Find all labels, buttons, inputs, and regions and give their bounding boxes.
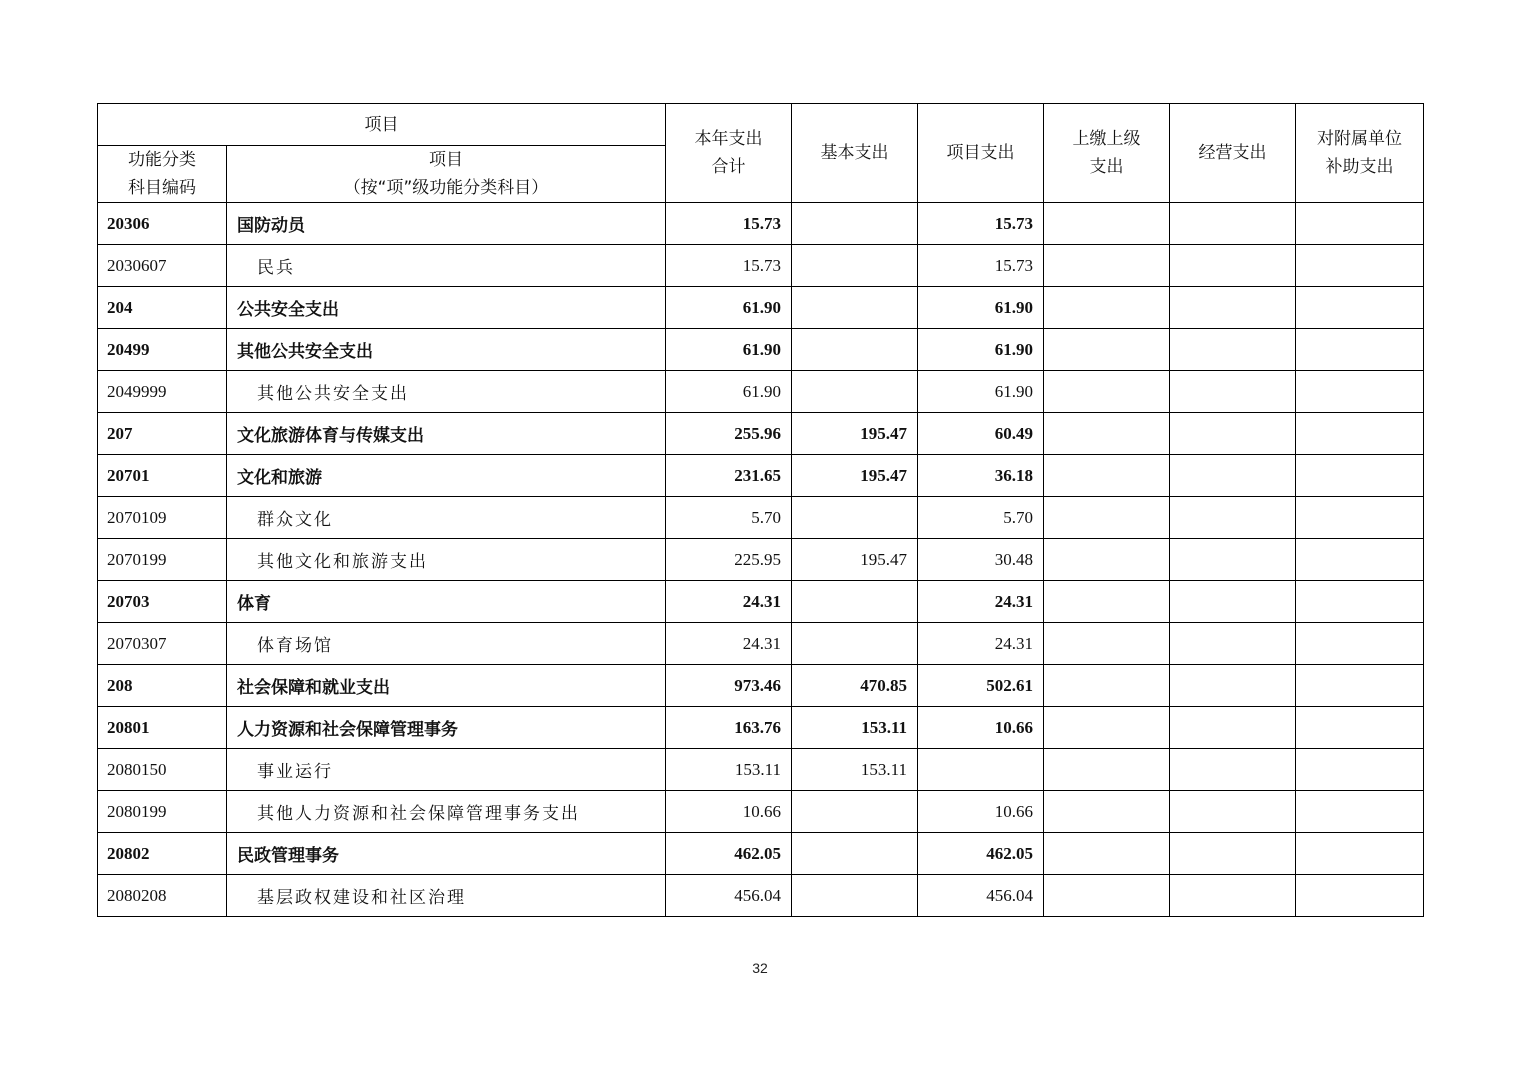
cell-subsidy <box>1296 371 1424 413</box>
cell-operating <box>1170 203 1296 245</box>
cell-code: 20499 <box>98 329 227 371</box>
cell-subsidy <box>1296 665 1424 707</box>
cell-name: 事业运行 <box>227 749 666 791</box>
cell-basic <box>792 245 918 287</box>
cell-project: 15.73 <box>918 203 1044 245</box>
cell-basic: 195.47 <box>792 455 918 497</box>
cell-operating <box>1170 581 1296 623</box>
cell-project: 5.70 <box>918 497 1044 539</box>
cell-basic <box>792 791 918 833</box>
table-row <box>98 245 1424 287</box>
header-operating: 经营支出 <box>1170 104 1296 203</box>
cell-upper <box>1044 539 1170 581</box>
cell-total: 225.95 <box>666 539 792 581</box>
cell-upper <box>1044 329 1170 371</box>
cell-project: 456.04 <box>918 875 1044 917</box>
cell-basic: 195.47 <box>792 539 918 581</box>
cell-subsidy <box>1296 581 1424 623</box>
cell-name: 民兵 <box>227 245 666 287</box>
table-row <box>98 623 1424 665</box>
cell-name: 人力资源和社会保障管理事务 <box>227 707 666 749</box>
cell-basic <box>792 833 918 875</box>
cell-subsidy <box>1296 455 1424 497</box>
cell-upper <box>1044 455 1170 497</box>
cell-project: 10.66 <box>918 707 1044 749</box>
cell-project: 60.49 <box>918 413 1044 455</box>
cell-operating <box>1170 833 1296 875</box>
cell-code: 2080208 <box>98 875 227 917</box>
cell-subsidy <box>1296 749 1424 791</box>
cell-operating <box>1170 665 1296 707</box>
cell-subsidy <box>1296 539 1424 581</box>
cell-operating <box>1170 287 1296 329</box>
table-row <box>98 287 1424 329</box>
table-row <box>98 497 1424 539</box>
header-project: 项目支出 <box>918 104 1044 203</box>
expenditure-table <box>97 103 1424 917</box>
cell-name: 社会保障和就业支出 <box>227 665 666 707</box>
cell-upper <box>1044 875 1170 917</box>
cell-code: 208 <box>98 665 227 707</box>
cell-upper <box>1044 707 1170 749</box>
cell-basic <box>792 287 918 329</box>
cell-code: 207 <box>98 413 227 455</box>
cell-name: 其他公共安全支出 <box>227 371 666 413</box>
cell-upper <box>1044 413 1170 455</box>
cell-upper <box>1044 287 1170 329</box>
cell-basic: 470.85 <box>792 665 918 707</box>
header-total: 本年支出 合计 <box>666 104 792 203</box>
table-row <box>98 791 1424 833</box>
cell-basic <box>792 875 918 917</box>
cell-total: 24.31 <box>666 623 792 665</box>
cell-operating <box>1170 539 1296 581</box>
cell-project: 15.73 <box>918 245 1044 287</box>
cell-project: 24.31 <box>918 623 1044 665</box>
cell-project: 30.48 <box>918 539 1044 581</box>
cell-code: 2070199 <box>98 539 227 581</box>
cell-subsidy <box>1296 623 1424 665</box>
cell-code: 20802 <box>98 833 227 875</box>
cell-upper <box>1044 371 1170 413</box>
cell-project: 61.90 <box>918 287 1044 329</box>
header-name: 项目 （按“项”级功能分类科目） <box>227 146 666 203</box>
cell-name: 公共安全支出 <box>227 287 666 329</box>
cell-subsidy <box>1296 875 1424 917</box>
cell-name: 基层政权建设和社区治理 <box>227 875 666 917</box>
cell-upper <box>1044 497 1170 539</box>
table-row <box>98 833 1424 875</box>
cell-total: 61.90 <box>666 287 792 329</box>
cell-basic <box>792 581 918 623</box>
cell-upper <box>1044 749 1170 791</box>
cell-total: 973.46 <box>666 665 792 707</box>
cell-project: 24.31 <box>918 581 1044 623</box>
cell-subsidy <box>1296 497 1424 539</box>
table-row <box>98 455 1424 497</box>
cell-code: 20703 <box>98 581 227 623</box>
cell-code: 2080150 <box>98 749 227 791</box>
cell-code: 2030607 <box>98 245 227 287</box>
table-row <box>98 203 1424 245</box>
cell-basic: 153.11 <box>792 707 918 749</box>
cell-total: 10.66 <box>666 791 792 833</box>
cell-basic: 153.11 <box>792 749 918 791</box>
table-row <box>98 371 1424 413</box>
cell-operating <box>1170 623 1296 665</box>
header-code: 功能分类 科目编码 <box>98 146 227 203</box>
cell-subsidy <box>1296 287 1424 329</box>
header-subsidy: 对附属单位 补助支出 <box>1296 104 1424 203</box>
cell-subsidy <box>1296 833 1424 875</box>
cell-operating <box>1170 371 1296 413</box>
header-upper: 上缴上级 支出 <box>1044 104 1170 203</box>
cell-project: 502.61 <box>918 665 1044 707</box>
cell-upper <box>1044 245 1170 287</box>
cell-basic <box>792 329 918 371</box>
cell-total: 61.90 <box>666 371 792 413</box>
cell-code: 20306 <box>98 203 227 245</box>
table-row <box>98 539 1424 581</box>
cell-code: 2070307 <box>98 623 227 665</box>
cell-operating <box>1170 497 1296 539</box>
cell-total: 24.31 <box>666 581 792 623</box>
cell-operating <box>1170 413 1296 455</box>
cell-basic <box>792 497 918 539</box>
header-basic: 基本支出 <box>792 104 918 203</box>
cell-name: 文化和旅游 <box>227 455 666 497</box>
cell-upper <box>1044 623 1170 665</box>
cell-operating <box>1170 455 1296 497</box>
cell-name: 民政管理事务 <box>227 833 666 875</box>
cell-name: 体育 <box>227 581 666 623</box>
table-body <box>98 203 1424 917</box>
cell-code: 204 <box>98 287 227 329</box>
cell-total: 15.73 <box>666 245 792 287</box>
cell-upper <box>1044 665 1170 707</box>
cell-code: 2080199 <box>98 791 227 833</box>
cell-name: 其他公共安全支出 <box>227 329 666 371</box>
cell-project <box>918 749 1044 791</box>
cell-total: 255.96 <box>666 413 792 455</box>
cell-operating <box>1170 707 1296 749</box>
cell-project: 10.66 <box>918 791 1044 833</box>
cell-subsidy <box>1296 245 1424 287</box>
cell-code: 2049999 <box>98 371 227 413</box>
cell-total: 231.65 <box>666 455 792 497</box>
cell-subsidy <box>1296 329 1424 371</box>
cell-code: 20701 <box>98 455 227 497</box>
cell-basic <box>792 623 918 665</box>
table-row <box>98 329 1424 371</box>
table-row <box>98 665 1424 707</box>
cell-operating <box>1170 749 1296 791</box>
cell-subsidy <box>1296 707 1424 749</box>
table-row <box>98 707 1424 749</box>
cell-project: 61.90 <box>918 329 1044 371</box>
cell-operating <box>1170 791 1296 833</box>
cell-basic: 195.47 <box>792 413 918 455</box>
cell-operating <box>1170 875 1296 917</box>
cell-name: 其他文化和旅游支出 <box>227 539 666 581</box>
cell-total: 15.73 <box>666 203 792 245</box>
cell-total: 462.05 <box>666 833 792 875</box>
cell-code: 2070109 <box>98 497 227 539</box>
page-number: 32 <box>752 960 768 976</box>
header-item: 项目 <box>98 104 666 146</box>
cell-operating <box>1170 329 1296 371</box>
cell-upper <box>1044 203 1170 245</box>
cell-subsidy <box>1296 203 1424 245</box>
table-header <box>98 104 1424 203</box>
cell-name: 体育场馆 <box>227 623 666 665</box>
cell-project: 36.18 <box>918 455 1044 497</box>
cell-total: 61.90 <box>666 329 792 371</box>
cell-upper <box>1044 833 1170 875</box>
cell-operating <box>1170 245 1296 287</box>
cell-project: 61.90 <box>918 371 1044 413</box>
cell-name: 文化旅游体育与传媒支出 <box>227 413 666 455</box>
table-row <box>98 413 1424 455</box>
cell-total: 456.04 <box>666 875 792 917</box>
cell-project: 462.05 <box>918 833 1044 875</box>
cell-name: 其他人力资源和社会保障管理事务支出 <box>227 791 666 833</box>
cell-upper <box>1044 791 1170 833</box>
table-row <box>98 581 1424 623</box>
cell-subsidy <box>1296 791 1424 833</box>
cell-name: 国防动员 <box>227 203 666 245</box>
table-row <box>98 749 1424 791</box>
cell-basic <box>792 371 918 413</box>
cell-name: 群众文化 <box>227 497 666 539</box>
cell-upper <box>1044 581 1170 623</box>
cell-subsidy <box>1296 413 1424 455</box>
cell-total: 163.76 <box>666 707 792 749</box>
cell-basic <box>792 203 918 245</box>
cell-total: 153.11 <box>666 749 792 791</box>
cell-code: 20801 <box>98 707 227 749</box>
table-row <box>98 875 1424 917</box>
cell-total: 5.70 <box>666 497 792 539</box>
